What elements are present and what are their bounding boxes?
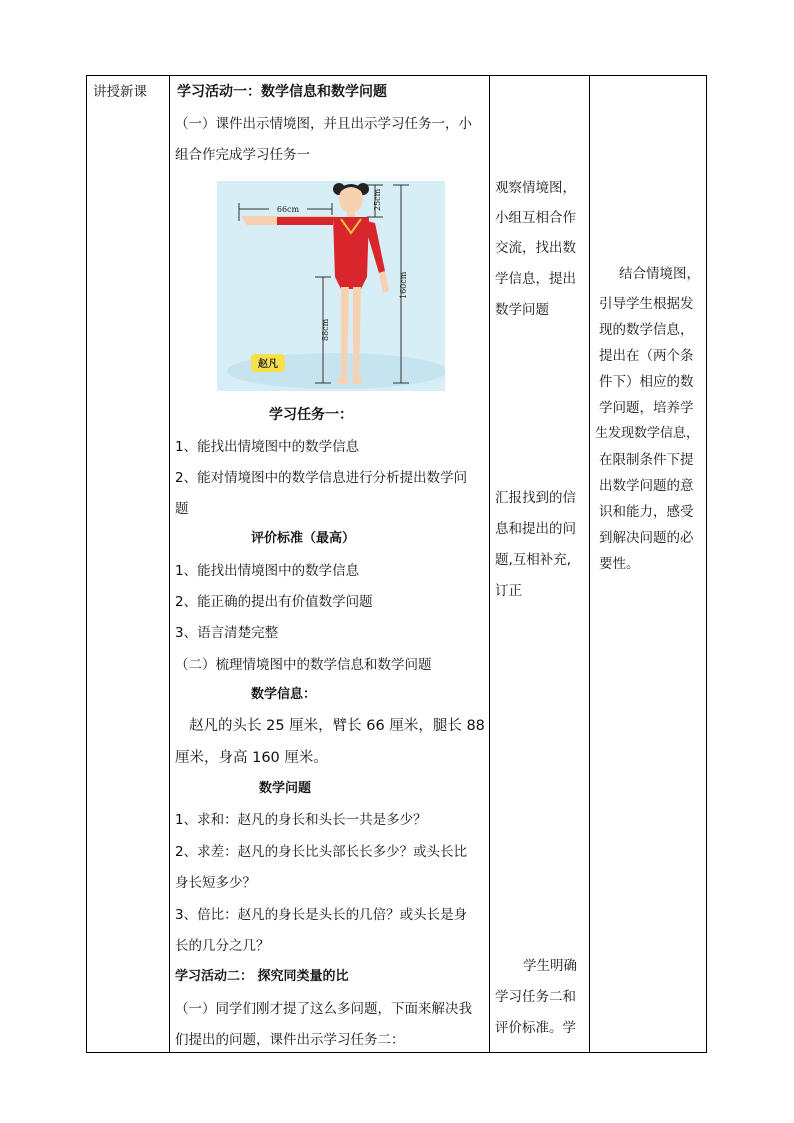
student-p2-line: 息和提出的问	[495, 521, 576, 537]
lesson-plan-table	[86, 75, 707, 1053]
activity2-title: 学习活动二： 探究同类量的比	[175, 969, 349, 984]
intent-line: 引导学生根据发	[599, 296, 694, 312]
student-p2-line: 题,互相补充,	[495, 552, 572, 568]
questions-title: 数学问题	[259, 781, 312, 796]
leotard	[333, 217, 369, 289]
column-divider	[169, 76, 170, 1052]
activity2-line1: （一）同学们刚才提了这么多问题，下面来解决我	[175, 1001, 472, 1017]
question-1: 1、求和：赵凡的身长和头长一共是多少？	[175, 812, 427, 828]
head-label: 25cm	[373, 188, 382, 211]
task1-item2-line1: 2、能对情境图中的数学信息进行分析提出数学问	[175, 470, 468, 486]
intent-line: 到解决问题的必	[599, 530, 694, 546]
intent-line: 提出在（两个条	[599, 348, 694, 364]
criteria-title: 评价标准（最高）	[251, 531, 356, 546]
info-line1: 赵凡的头长 25 厘米，臂长 66 厘米，腿长 88	[189, 718, 485, 734]
criteria-item1: 1、能找出情境图中的数学信息	[175, 563, 360, 579]
question-2-line2: 身长短多少？	[175, 875, 256, 891]
height-label: 160cm	[399, 271, 408, 299]
student-p3-line: 学习任务二和	[495, 989, 576, 1005]
intent-line: 生发现数学信息，	[595, 426, 700, 441]
girl-measurement-illustration	[217, 181, 445, 391]
criteria-item2: 2、能正确的提出有价值数学问题	[175, 594, 373, 610]
student-p1-line: 小组互相合作	[495, 210, 576, 226]
criteria-item3: 3、语言清楚完整	[175, 625, 279, 641]
task1-item1: 1、能找出情境图中的数学信息	[175, 439, 360, 455]
student-p1-line: 数学问题	[495, 302, 549, 318]
intent-line: 出数学问题的意	[599, 478, 694, 494]
student-p3-line: 学生明确	[523, 958, 577, 974]
leg-label: 88cm	[321, 318, 330, 341]
step1-line2: 组合作完成学习任务一	[175, 147, 310, 163]
leotard-sleeve	[277, 217, 333, 225]
student-p2-line: 汇报找到的信	[495, 490, 576, 506]
question-3-line2: 长的几分之几？	[175, 938, 270, 954]
stage-label: 讲授新课	[93, 84, 147, 100]
intent-line: 件下）相应的数	[599, 374, 694, 390]
intent-line: 结合情境图，	[619, 266, 700, 282]
arm-label: 66cm	[276, 205, 300, 214]
left-foot	[337, 378, 349, 384]
intent-line: 在限制条件下提	[599, 452, 694, 468]
activity1-title: 学习活动一：数学信息和数学问题	[177, 84, 387, 100]
student-p1-line: 学信息，提出	[495, 271, 576, 287]
student-p3-line: 评价标准。学	[495, 1020, 576, 1036]
right-foot	[351, 378, 363, 384]
task1-item2-line2: 题	[175, 501, 189, 517]
student-p2-line: 订正	[495, 583, 522, 599]
question-2-line1: 2、求差：赵凡的身长比头部长长多少？或头长比	[175, 844, 468, 860]
intent-line: 现的数学信息，	[599, 322, 694, 338]
activity2-line2: 们提出的问题，课件出示学习任务二：	[175, 1032, 405, 1048]
info-title: 数学信息：	[251, 687, 317, 702]
info-line2: 厘米，身高 160 厘米。	[175, 750, 328, 766]
name-badge-text: 赵凡	[258, 359, 278, 370]
student-p1-line: 交流，找出数	[495, 240, 576, 256]
column-divider	[589, 76, 590, 1052]
step2: （二）梳理情境图中的数学信息和数学问题	[175, 657, 432, 673]
question-3-line1: 3、倍比：赵凡的身长是头长的几倍？或头长是身	[175, 907, 468, 923]
intent-line: 要性。	[599, 556, 640, 572]
student-p1-line: 观察情境图，	[495, 180, 576, 196]
situation-figure	[217, 181, 445, 391]
step1-line1: （一）课件出示情境图，并且出示学习任务一，小	[175, 116, 472, 132]
task1-title: 学习任务一：	[269, 407, 353, 423]
intent-line: 识和能力，感受	[599, 504, 694, 520]
intent-line: 学问题，培养学	[599, 400, 694, 416]
column-divider	[489, 76, 490, 1052]
